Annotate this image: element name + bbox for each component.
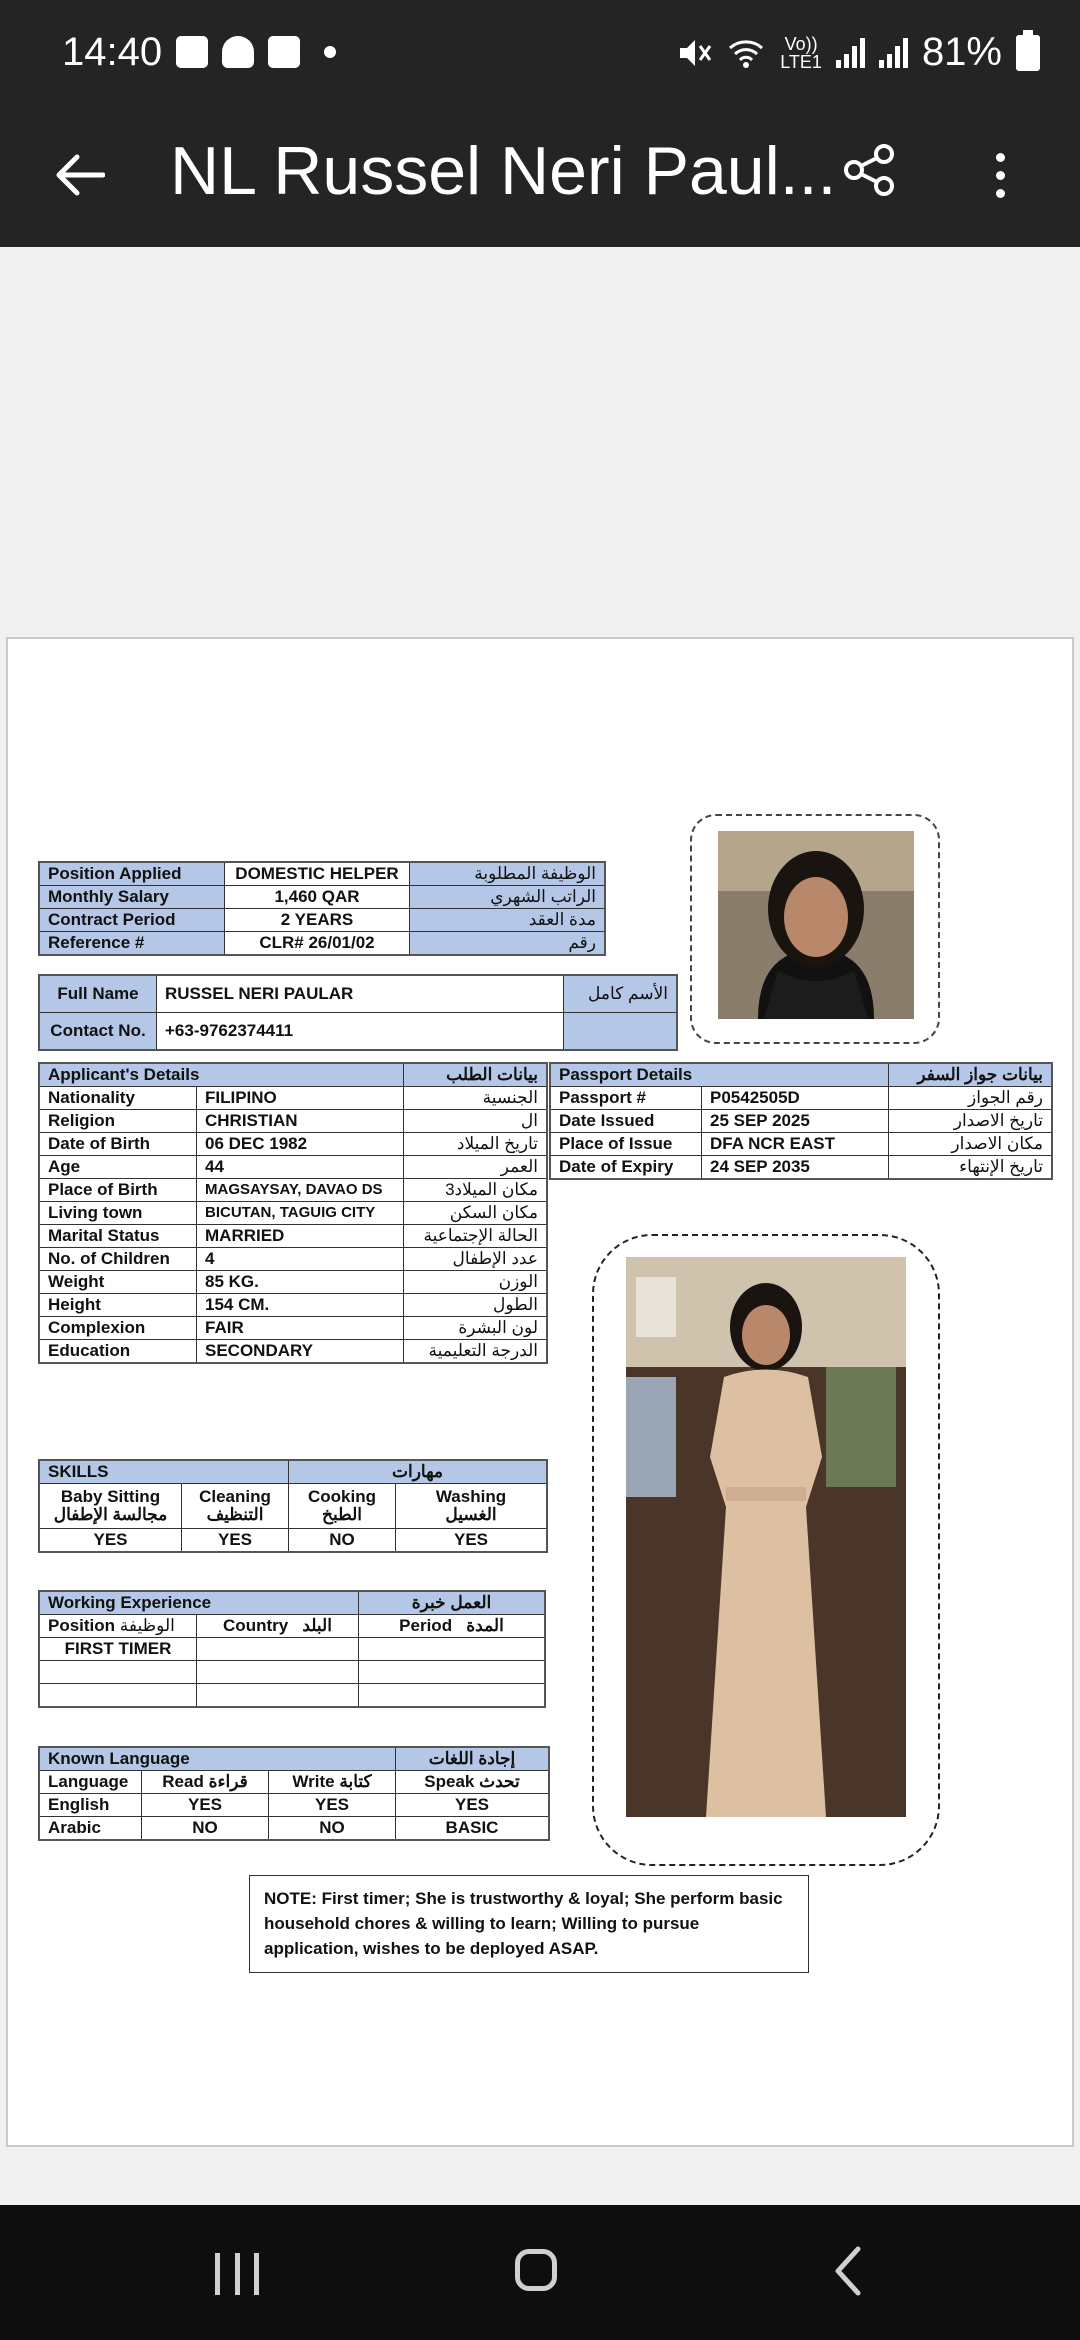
- network-top: Vo)): [784, 33, 818, 54]
- status-bar: [0, 0, 1080, 110]
- passport-details-table: [549, 1062, 1053, 1180]
- table-header: SKILLS مهارات: [39, 1460, 547, 1484]
- table-row: Baby Sitting مجالسة الإطفال Cleaning التنظيف Cooking الطبخ Washing الغسيل: [39, 1484, 547, 1529]
- table-header: Passport Details بيانات جواز السفر: [550, 1063, 1052, 1087]
- back-arrow-icon: [55, 153, 105, 197]
- table-row: English YES YES YES: [39, 1794, 549, 1817]
- table-row: Reference # CLR# 26/01/02 رقم: [39, 932, 605, 956]
- home-button[interactable]: [515, 2249, 557, 2291]
- table-row: YES YES NO YES: [39, 1529, 547, 1553]
- name-table: [38, 974, 678, 1051]
- skills-table: [38, 1459, 548, 1553]
- notification-icons: [176, 36, 336, 68]
- table-row: FIRST TIMER: [39, 1638, 545, 1661]
- table-header: Working Experience العمل خبرة: [39, 1591, 545, 1615]
- table-row: Passport # P0542505D رقم الجواز: [550, 1087, 1052, 1110]
- nav-back-icon: [820, 2241, 880, 2301]
- table-row: Contact No. +63-9762374411: [39, 1013, 677, 1051]
- full-body-photo: [626, 1257, 906, 1817]
- battery-icon: [1016, 35, 1040, 71]
- table-row: Nationality FILIPINO الجنسية: [39, 1087, 547, 1110]
- table-row: Living town BICUTAN, TAGUIG CITY مكان السكن: [39, 1202, 547, 1225]
- table-row: Date of Expiry 24 SEP 2035 تاريخ الإنتهاء: [550, 1156, 1052, 1180]
- table-row: Language Read قراءة Write كتابة Speak تحدث: [39, 1771, 549, 1794]
- network-type: [780, 35, 822, 71]
- table-row: Monthly Salary 1,460 QAR الراتب الشهري: [39, 886, 605, 909]
- wifi-icon: [726, 36, 766, 70]
- headshot-photo: [718, 831, 914, 1019]
- table-row: Contract Period 2 YEARS مدة العقد: [39, 909, 605, 932]
- table-row: Religion CHRISTIAN ال: [39, 1110, 547, 1133]
- table-row: Education SECONDARY الدرجة التعليمية: [39, 1340, 547, 1364]
- table-row: Place of Birth MAGSAYSAY, DAVAO DS مكان الميلاد3: [39, 1179, 547, 1202]
- more-notifications-icon: [324, 46, 336, 58]
- note-box: NOTE: First timer; She is trustworthy & loyal; She perform basic household chores & willing to learn; Willing to pursue application, wishes to be deployed ASAP.: [249, 1875, 809, 1973]
- table-row: Height 154 CM. الطول: [39, 1294, 547, 1317]
- table-row: [39, 1684, 545, 1708]
- back-button[interactable]: [50, 140, 110, 210]
- table-row: Age 44 العمر: [39, 1156, 547, 1179]
- recent-apps-button[interactable]: [215, 2253, 259, 2295]
- mute-icon: [676, 36, 712, 70]
- app-bar: [0, 110, 1080, 247]
- nav-back-button[interactable]: [820, 2241, 880, 2301]
- share-icon: [840, 140, 900, 200]
- recents-icon: [215, 2253, 220, 2295]
- table-row: Arabic NO NO BASIC: [39, 1817, 549, 1841]
- more-options-button[interactable]: [975, 140, 1025, 210]
- snapchat-icon: [222, 36, 254, 68]
- system-icons: [676, 30, 1040, 75]
- signal-icon-2: [879, 38, 908, 68]
- table-header: Known Language إجادة اللغات: [39, 1747, 549, 1771]
- document-viewer[interactable]: [0, 247, 1080, 2205]
- table-row: No. of Children 4 عدد الإطفال: [39, 1248, 547, 1271]
- table-row: Position الوظيفة Country البلد Period المدة: [39, 1615, 545, 1638]
- applicant-details-table: [38, 1062, 548, 1364]
- battery-level: 81%: [921, 30, 1002, 74]
- language-table: [38, 1746, 550, 1841]
- navigation-bar: [0, 2205, 1080, 2340]
- table-row: [39, 1661, 545, 1684]
- table-header: Applicant's Details بيانات الطلب: [39, 1063, 547, 1087]
- table-row: Full Name RUSSEL NERI PAULAR الأسم كامل: [39, 975, 677, 1013]
- document-page: [6, 637, 1074, 2147]
- table-row: Weight 85 KG. الوزن: [39, 1271, 547, 1294]
- more-vert-icon: [996, 153, 1005, 162]
- network-bottom: LTE1: [780, 51, 822, 72]
- table-row: Date Issued 25 SEP 2025 تاريخ الاصدار: [550, 1110, 1052, 1133]
- table-row: Marital Status MARRIED الحالة الإجتماعية: [39, 1225, 547, 1248]
- experience-table: [38, 1590, 546, 1708]
- gallery-icon: [176, 36, 208, 68]
- page-title: NL Russel Neri Paul...: [170, 133, 837, 209]
- share-button[interactable]: [840, 140, 910, 210]
- table-row: Position Applied DOMESTIC HELPER الوظيفة المطلوبة: [39, 862, 605, 886]
- position-table: [38, 861, 606, 956]
- table-row: Complexion FAIR لون البشرة: [39, 1317, 547, 1340]
- table-row: Date of Birth 06 DEC 1982 تاريخ الميلاد: [39, 1133, 547, 1156]
- check-icon: [268, 36, 300, 68]
- signal-icon: [836, 38, 865, 68]
- status-time: 14:40: [62, 30, 163, 74]
- table-row: Place of Issue DFA NCR EAST مكان الاصدار: [550, 1133, 1052, 1156]
